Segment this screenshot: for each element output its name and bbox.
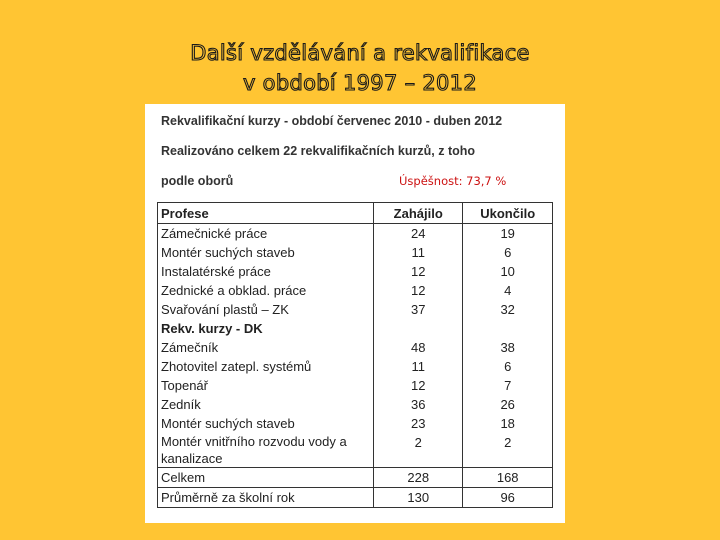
row-finished: 7 xyxy=(504,378,512,393)
row-started: 12 xyxy=(374,376,463,395)
average-started: 130 xyxy=(374,488,463,508)
row-name: Montér vnitřního rozvodu vody a kanalizace xyxy=(158,433,374,468)
table-row xyxy=(158,433,553,468)
header-ukoncilo: Ukončilo xyxy=(463,203,553,224)
row-name: Zhotovitel zatepl. systémů xyxy=(158,357,374,376)
row-started: 12 xyxy=(374,262,463,281)
table-row xyxy=(158,300,553,319)
table-row xyxy=(158,395,553,414)
row-started: 48 xyxy=(374,338,463,357)
table-row xyxy=(158,224,553,244)
row-finished: 18 xyxy=(500,416,515,431)
total-label: Celkem xyxy=(158,468,374,488)
header-zahajilo: Zahájilo xyxy=(374,203,463,224)
section-row xyxy=(158,319,553,338)
row-started: 11 xyxy=(374,243,463,262)
success-rate: Úspěšnost: 73,7 % xyxy=(399,174,507,188)
table-header-row xyxy=(158,203,553,224)
row-name: Topenář xyxy=(158,376,374,395)
row-name: Montér suchých staveb xyxy=(158,414,374,433)
header-profese: Profese xyxy=(158,203,374,224)
table-row xyxy=(158,338,553,357)
table-card xyxy=(145,104,565,523)
total-finished: 168 xyxy=(463,468,553,488)
total-row xyxy=(158,468,553,488)
row-started: 36 xyxy=(374,395,463,414)
card-summary-line-2: podle oborů xyxy=(161,174,234,188)
row-started: 23 xyxy=(374,414,463,433)
row-name: Montér suchých staveb xyxy=(158,243,374,262)
row-finished: 19 xyxy=(500,226,515,241)
row-finished: 26 xyxy=(500,397,515,412)
row-name: Zedník xyxy=(158,395,374,414)
row-name: Zámečnické práce xyxy=(158,224,374,244)
table-row xyxy=(158,376,553,395)
slide-title-line-1: Další vzdělávání a rekvalifikace xyxy=(190,41,530,65)
card-heading: Rekvalifikační kurzy - období červenec 2010 - duben 2012 xyxy=(161,114,503,128)
row-started: 2 xyxy=(374,433,463,468)
average-label: Průměrně za školní rok xyxy=(158,488,374,508)
table-row xyxy=(158,414,553,433)
row-finished: 10 xyxy=(500,264,515,279)
section-label: Rekv. kurzy - DK xyxy=(158,319,374,338)
row-name: Svařování plastů – ZK xyxy=(158,300,374,319)
card-summary-line-1: Realizováno celkem 22 rekvalifikačních kurzů, z toho xyxy=(161,144,476,158)
average-row xyxy=(158,488,553,508)
table-row xyxy=(158,262,553,281)
row-finished: 38 xyxy=(500,340,515,355)
row-finished: 4 xyxy=(504,283,512,298)
row-started: 37 xyxy=(374,300,463,319)
total-started: 228 xyxy=(374,468,463,488)
table-row xyxy=(158,243,553,262)
row-started: 24 xyxy=(374,224,463,244)
row-name: Instalatérské práce xyxy=(158,262,374,281)
average-finished: 96 xyxy=(463,488,553,508)
row-started: 11 xyxy=(374,357,463,376)
row-name: Zámečník xyxy=(158,338,374,357)
table-row xyxy=(158,357,553,376)
row-finished: 32 xyxy=(500,302,515,317)
slide-title-line-2: v období 1997 – 2012 xyxy=(242,71,478,95)
row-name: Zednické a obklad. práce xyxy=(158,281,374,300)
row-started: 12 xyxy=(374,281,463,300)
row-finished: 6 xyxy=(504,245,512,260)
row-finished: 2 xyxy=(504,435,512,450)
courses-table xyxy=(157,202,553,508)
table-row xyxy=(158,281,553,300)
slide-title xyxy=(0,38,720,98)
row-finished: 6 xyxy=(504,359,512,374)
